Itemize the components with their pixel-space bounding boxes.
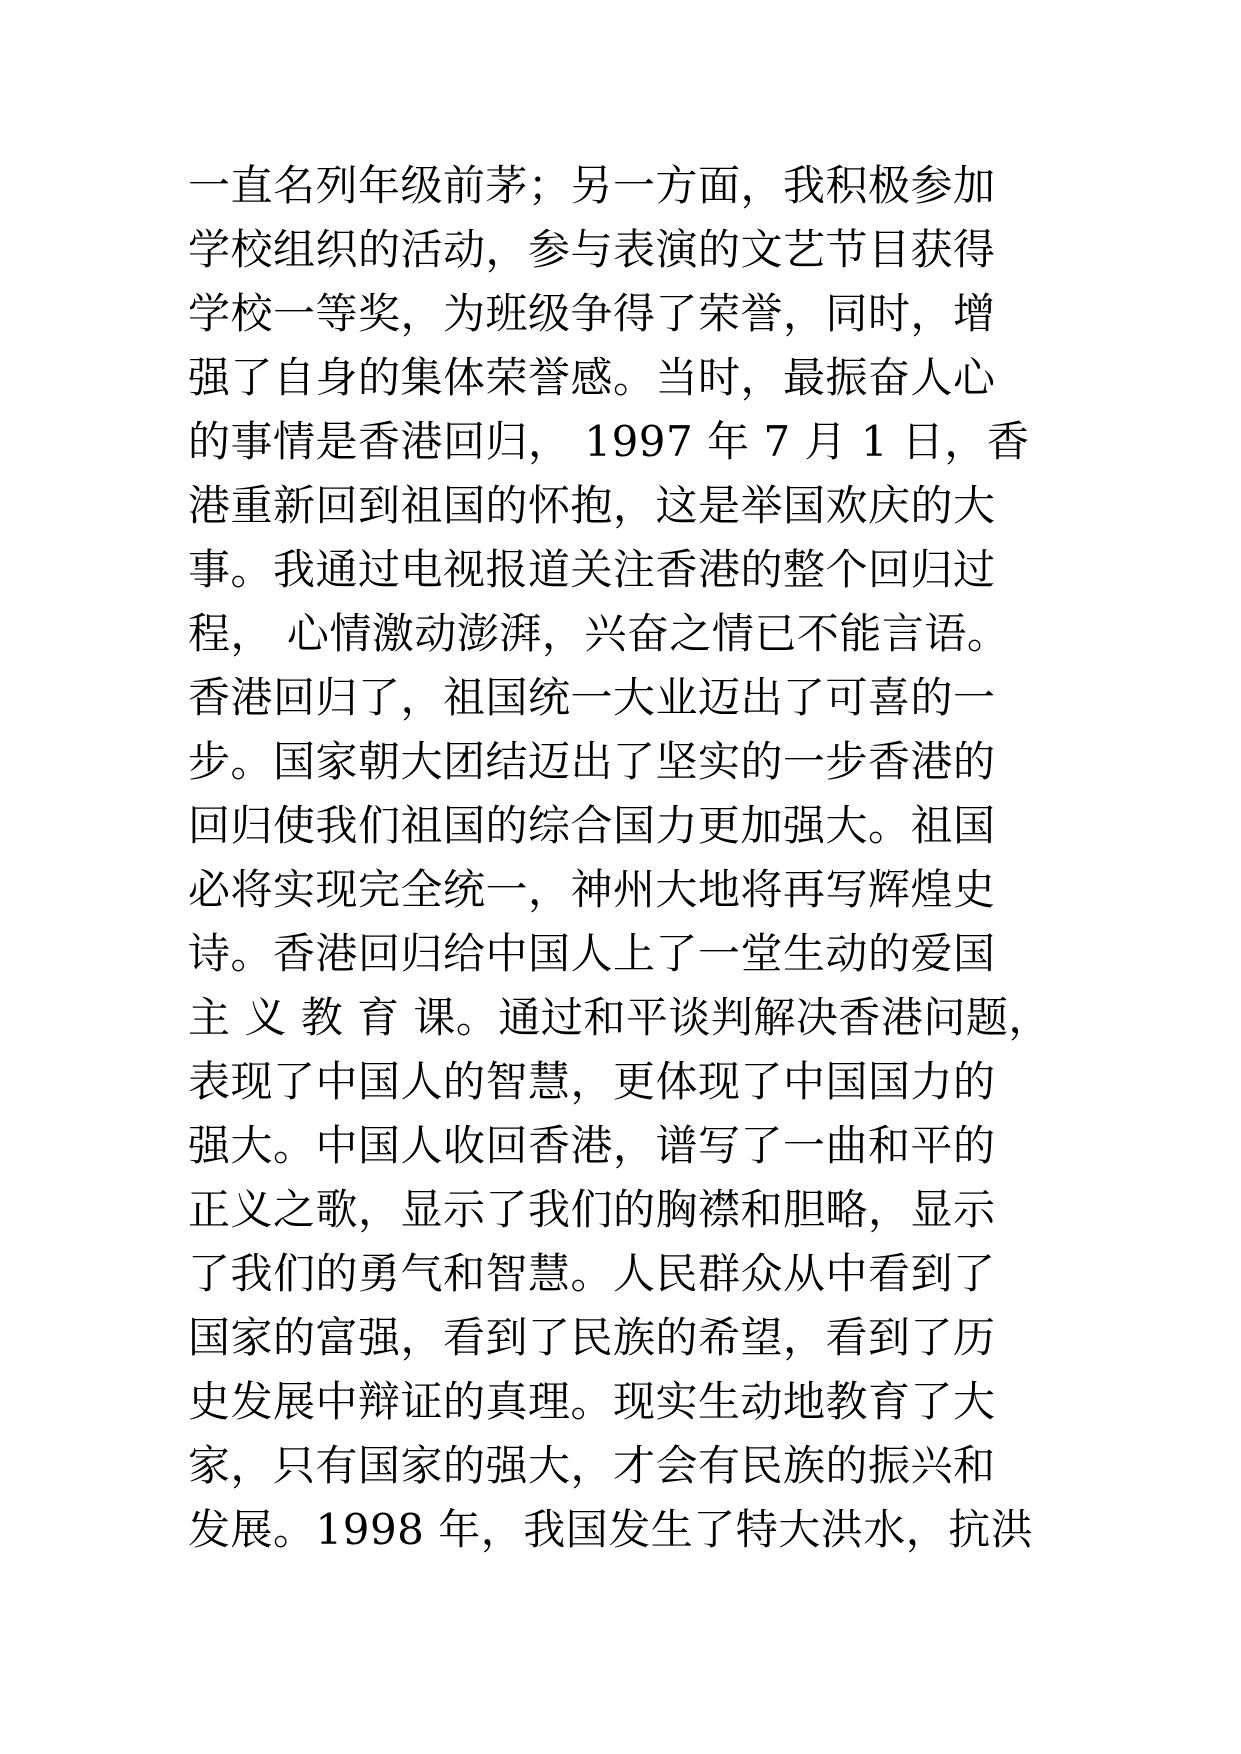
text-line: 强大。中国人收回香港，谱写了一曲和平的 <box>188 1121 996 1170</box>
text-line: 香港回归了，祖国统一大业迈出了可喜的一 <box>188 673 996 722</box>
text-line: 学校一等奖，为班级争得了荣誉，同时，增 <box>188 289 996 338</box>
text-line: 回归使我们祖国的综合国力更加强大。祖国 <box>188 801 996 850</box>
body-text <box>188 154 1088 1562</box>
text-line: 的事情是香港回归， 1997 年 7 月 1 日，香 <box>188 417 1030 466</box>
text-line: 史发展中辩证的真理。现实生动地教育了大 <box>188 1377 996 1426</box>
text-line: 必将实现完全统一，神州大地将再写辉煌史 <box>188 865 996 914</box>
text-line: 学校组织的活动，参与表演的文艺节目获得 <box>188 225 996 274</box>
text-line: 程， 心情激动澎湃，兴奋之情已不能言语。 <box>188 609 1010 658</box>
text-line: 强了自身的集体荣誉感。当时，最振奋人心 <box>188 353 996 402</box>
text-line: 诗。香港回归给中国人上了一堂生动的爱国 <box>188 929 996 978</box>
text-line: 正义之歌，显示了我们的胸襟和胆略，显示 <box>188 1185 996 1234</box>
text-line: 发展。1998 年，我国发生了特大洪水，抗洪 <box>188 1505 1034 1554</box>
text-line: 国家的富强，看到了民族的希望，看到了历 <box>188 1313 996 1362</box>
text-line: 了我们的勇气和智慧。人民群众从中看到了 <box>188 1249 996 1298</box>
text-line: 表现了中国人的智慧，更体现了中国国力的 <box>188 1057 996 1106</box>
text-line: 主 义 教 育 课。通过和平谈判解决香港问题， <box>188 993 1051 1042</box>
text-line: 事。我通过电视报道关注香港的整个回归过 <box>188 545 996 594</box>
text-line: 步。国家朝大团结迈出了坚实的一步香港的 <box>188 737 996 786</box>
text-line: 一直名列年级前茅；另一方面，我积极参加 <box>188 161 996 210</box>
text-line: 港重新回到祖国的怀抱，这是举国欢庆的大 <box>188 481 996 530</box>
text-line: 家，只有国家的强大，才会有民族的振兴和 <box>188 1441 996 1490</box>
